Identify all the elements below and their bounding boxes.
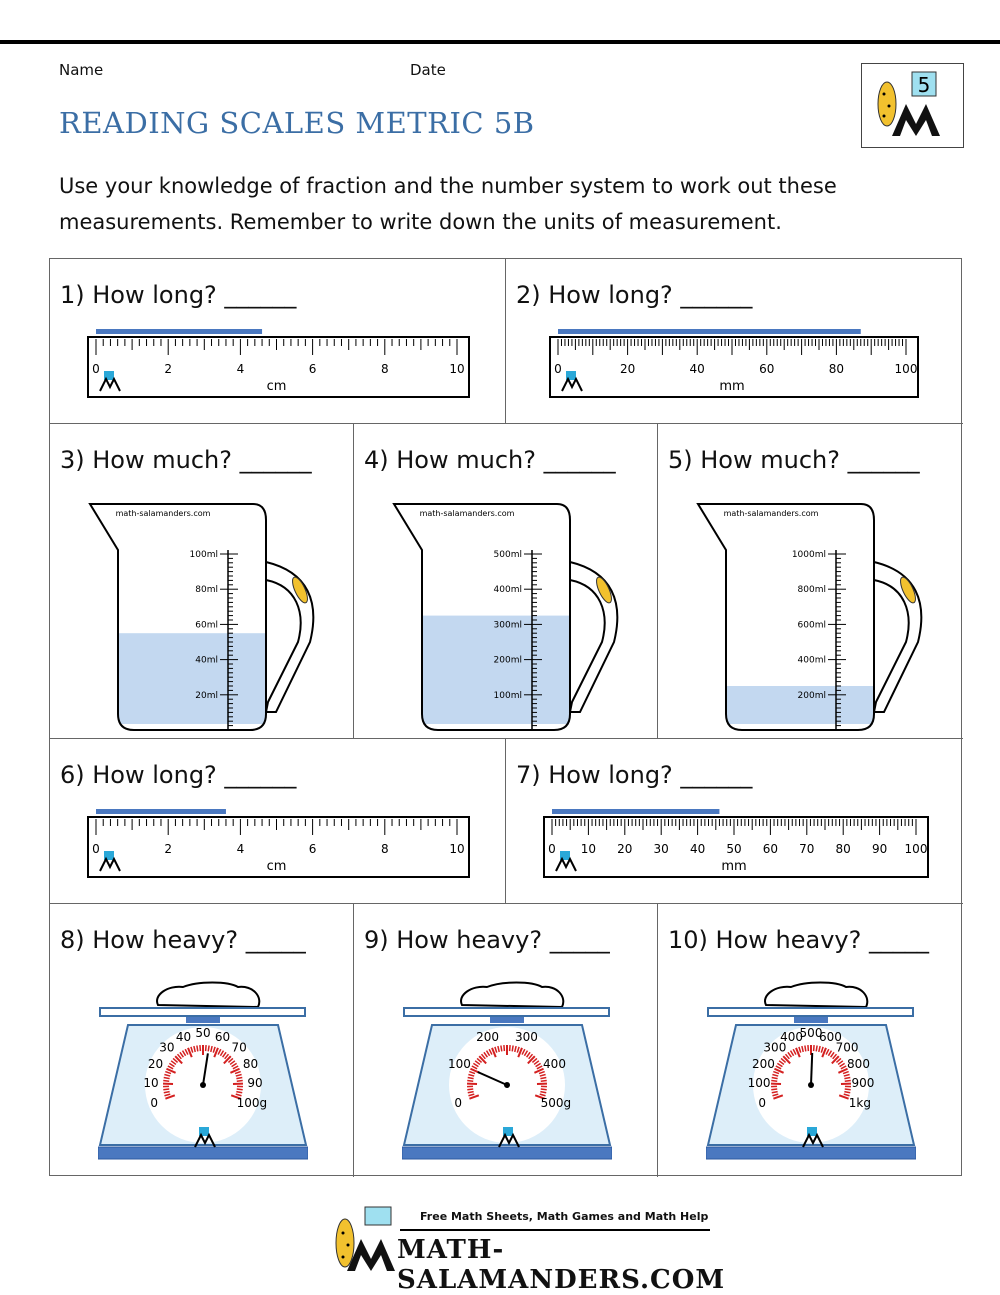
jug-label: 800ml — [798, 585, 826, 595]
page-title: READING SCALES METRIC 5B — [59, 106, 535, 140]
jug-label: 500ml — [494, 550, 522, 560]
instructions — [59, 168, 939, 240]
ruler-tick-label: 0 — [554, 362, 562, 376]
scale-tick — [208, 1045, 209, 1051]
scale-base — [98, 1147, 308, 1159]
scale-base — [402, 1147, 612, 1159]
scale-label: 1kg — [849, 1096, 871, 1110]
ruler-tick-label: 10 — [449, 362, 464, 376]
top-rule — [0, 40, 1000, 44]
ruler-tick-label: 4 — [237, 362, 245, 376]
worksheet-grid — [49, 258, 962, 1176]
name-label: Name — [59, 61, 103, 79]
ruler-tick-label: 2 — [164, 842, 172, 856]
question-4 — [354, 424, 658, 739]
scale-9 — [402, 979, 612, 1169]
scale-label: 500 — [800, 1026, 823, 1040]
scale-label: 200 — [476, 1030, 499, 1044]
jug-brand: math-salamanders.com — [420, 509, 515, 518]
question-3-label: 3) How much? ______ — [60, 446, 312, 474]
footer-rule — [400, 1229, 710, 1231]
jug-label: 80ml — [195, 585, 218, 595]
jug-label: 20ml — [195, 691, 218, 701]
scale-tick — [845, 1089, 851, 1090]
scale-pivot — [504, 1082, 510, 1088]
scale-label: 300 — [515, 1030, 538, 1044]
ruler-tick-label: 70 — [799, 842, 814, 856]
ruler-tick-label: 8 — [381, 362, 389, 376]
jug-liquid — [423, 616, 569, 724]
question-7-label: 7) How long? ______ — [516, 761, 752, 789]
jug-handle — [266, 562, 313, 712]
jug-label: 200ml — [494, 656, 522, 666]
footer — [325, 1205, 715, 1275]
scale-tick — [501, 1045, 502, 1051]
scale-tick — [163, 1089, 169, 1090]
jug-label: 40ml — [195, 656, 218, 666]
jug-label: 60ml — [195, 620, 218, 630]
scale-label: 700 — [836, 1041, 859, 1055]
scale-tick — [512, 1045, 513, 1051]
scale-label: 90 — [247, 1076, 262, 1090]
ruler-1 — [86, 327, 471, 403]
grade-logo — [861, 63, 964, 148]
weighed-object — [157, 983, 259, 1008]
scale-pan — [708, 1008, 913, 1016]
footer-tagline: Free Math Sheets, Math Games and Math Help — [420, 1210, 708, 1223]
scale-label: 10 — [143, 1076, 158, 1090]
scale-label: 0 — [150, 1096, 158, 1110]
jug-5 — [696, 502, 926, 737]
question-5-label: 5) How much? ______ — [668, 446, 920, 474]
jug-label: 300ml — [494, 620, 522, 630]
question-10-label: 10) How heavy? _____ — [668, 926, 929, 954]
question-6 — [50, 739, 506, 904]
ruler-tick-label: 8 — [381, 842, 389, 856]
jug-4 — [392, 502, 622, 737]
scale-tick — [237, 1089, 243, 1090]
jug-label: 100ml — [190, 550, 218, 560]
jug-3 — [88, 502, 318, 737]
scale-label: 20 — [148, 1057, 163, 1071]
scale-pan — [100, 1008, 305, 1016]
scale-label: 80 — [243, 1057, 258, 1071]
scale-pivot — [200, 1082, 206, 1088]
ruler-unit-label: mm — [719, 379, 744, 394]
ruler-tick-label: 0 — [92, 362, 100, 376]
salamander-logo-icon — [862, 64, 963, 147]
jug-label: 100ml — [494, 691, 522, 701]
weighed-object — [765, 983, 867, 1008]
ruler-tick-label: 50 — [726, 842, 741, 856]
scale-tick — [541, 1081, 547, 1082]
ruler-unit-label: cm — [267, 859, 287, 874]
scale-tick — [541, 1089, 547, 1090]
question-5 — [658, 424, 963, 739]
scale-tick — [771, 1081, 777, 1082]
measured-bar — [96, 809, 226, 814]
ruler-tick-label: 4 — [237, 842, 245, 856]
scale-tick — [237, 1081, 243, 1082]
scale-tick — [467, 1081, 473, 1082]
ruler-tick-label: 60 — [759, 362, 774, 376]
scale-label: 100 — [448, 1057, 471, 1071]
question-8-label: 8) How heavy? _____ — [60, 926, 306, 954]
scale-8 — [98, 979, 308, 1169]
measured-bar — [558, 329, 861, 334]
ruler-tick-label: 20 — [620, 362, 635, 376]
jug-handle — [874, 562, 921, 712]
question-9 — [354, 904, 658, 1177]
ruler-tick-label: 80 — [836, 842, 851, 856]
scale-label: 50 — [195, 1026, 210, 1040]
jug-label: 400ml — [494, 585, 522, 595]
scale-label: 400 — [780, 1030, 803, 1044]
scale-label: 100 — [748, 1076, 771, 1090]
jug-label: 200ml — [798, 691, 826, 701]
scale-tick — [805, 1045, 806, 1051]
scale-tick — [197, 1045, 198, 1051]
scale-label: 800 — [847, 1057, 870, 1071]
question-10 — [658, 904, 963, 1177]
ruler-unit-label: mm — [721, 859, 746, 874]
ruler-tick-label: 40 — [690, 362, 705, 376]
ruler-7 — [542, 807, 930, 883]
weighed-object — [461, 983, 563, 1008]
jug-liquid — [119, 633, 265, 724]
salamander-footer-icon — [325, 1205, 405, 1275]
ruler-tick-label: 90 — [872, 842, 887, 856]
scale-pan — [404, 1008, 609, 1016]
question-2-label: 2) How long? ______ — [516, 281, 752, 309]
footer-brand: MATH-SALAMANDERS.COM — [397, 1235, 725, 1295]
question-2 — [506, 259, 963, 424]
scale-label: 70 — [231, 1041, 246, 1055]
measured-bar — [552, 809, 719, 814]
ruler-tick-label: 100 — [895, 362, 918, 376]
question-8 — [50, 904, 354, 1177]
ruler-tick-label: 6 — [309, 842, 317, 856]
scale-tick — [467, 1089, 473, 1090]
ruler-tick-label: 100 — [905, 842, 928, 856]
scale-tick — [816, 1045, 817, 1051]
scale-stem — [490, 1017, 524, 1023]
scale-tick — [845, 1081, 851, 1082]
ruler-6 — [86, 807, 471, 883]
jug-brand: math-salamanders.com — [116, 509, 211, 518]
question-9-label: 9) How heavy? _____ — [364, 926, 610, 954]
measured-bar — [96, 329, 262, 334]
ruler-2 — [548, 327, 920, 403]
question-1-label: 1) How long? ______ — [60, 281, 296, 309]
instructions-line-2: measurements. Remember to write down the units of measurement. — [59, 204, 939, 240]
scale-label: 300 — [763, 1041, 786, 1055]
instructions-line-1: Use your knowledge of fraction and the number system to work out these — [59, 168, 939, 204]
jug-label: 600ml — [798, 620, 826, 630]
ruler-tick-label: 10 — [581, 842, 596, 856]
ruler-tick-label: 0 — [548, 842, 556, 856]
scale-base — [706, 1147, 916, 1159]
jug-label: 400ml — [798, 656, 826, 666]
jug-label: 1000ml — [792, 550, 826, 560]
scale-pivot — [808, 1082, 814, 1088]
ruler-tick-label: 30 — [654, 842, 669, 856]
ruler-tick-label: 80 — [829, 362, 844, 376]
question-7 — [506, 739, 963, 904]
scale-label: 900 — [852, 1076, 875, 1090]
scale-needle — [811, 1053, 812, 1085]
scale-label: 40 — [176, 1030, 191, 1044]
jug-brand: math-salamanders.com — [724, 509, 819, 518]
scale-10 — [706, 979, 916, 1169]
question-4-label: 4) How much? ______ — [364, 446, 616, 474]
ruler-unit-label: cm — [267, 379, 287, 394]
scale-label: 60 — [215, 1030, 230, 1044]
ruler-tick-label: 20 — [617, 842, 632, 856]
scale-label: 30 — [159, 1041, 174, 1055]
ruler-tick-label: 60 — [763, 842, 778, 856]
question-6-label: 6) How long? ______ — [60, 761, 296, 789]
question-3 — [50, 424, 354, 739]
grade-number: 5 — [918, 73, 931, 97]
scale-label: 600 — [819, 1030, 842, 1044]
scale-stem — [794, 1017, 828, 1023]
ruler-tick-label: 0 — [92, 842, 100, 856]
date-label: Date — [410, 61, 446, 79]
scale-tick — [771, 1089, 777, 1090]
scale-label: 400 — [543, 1057, 566, 1071]
scale-stem — [186, 1017, 220, 1023]
ruler-tick-label: 10 — [449, 842, 464, 856]
scale-label: 100g — [237, 1096, 268, 1110]
question-1 — [50, 259, 506, 424]
scale-label: 0 — [758, 1096, 766, 1110]
scale-label: 200 — [752, 1057, 775, 1071]
scale-label: 0 — [454, 1096, 462, 1110]
jug-handle — [570, 562, 617, 712]
scale-tick — [163, 1081, 169, 1082]
ruler-tick-label: 2 — [164, 362, 172, 376]
ruler-tick-label: 6 — [309, 362, 317, 376]
scale-label: 500g — [541, 1096, 572, 1110]
ruler-tick-label: 40 — [690, 842, 705, 856]
